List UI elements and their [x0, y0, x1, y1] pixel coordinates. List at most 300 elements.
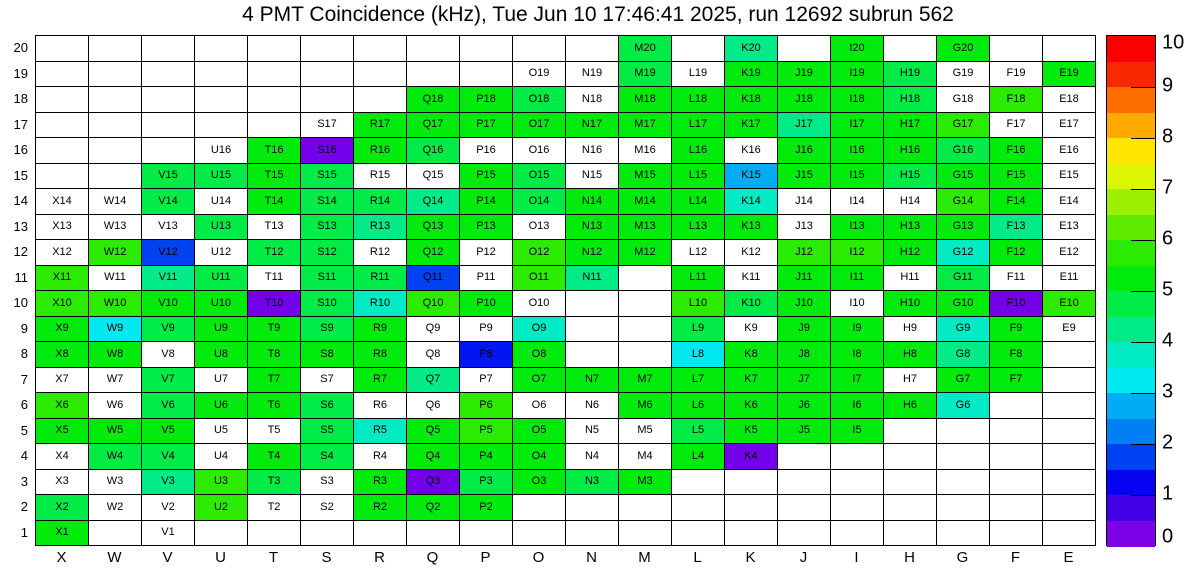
grid-cell-M17: M17: [618, 112, 672, 139]
grid-cell-empty: [830, 443, 884, 470]
x-tick-label: L: [693, 549, 702, 566]
grid-cell-S16: S16: [300, 137, 354, 164]
grid-cell-J13: J13: [777, 214, 831, 241]
x-tick-label: J: [799, 549, 808, 566]
grid-cell-empty: [671, 469, 725, 496]
grid-cell-O17: O17: [512, 112, 566, 139]
grid-cell-empty: [35, 86, 89, 113]
grid-cell-G19: G19: [936, 61, 990, 88]
grid-cell-V9: V9: [141, 316, 195, 343]
grid-cell-empty: [247, 86, 301, 113]
grid-cell-S11: S11: [300, 265, 354, 292]
grid-cell-S10: S10: [300, 290, 354, 317]
x-tick-label: M: [638, 549, 651, 566]
grid-cell-P11: P11: [459, 265, 513, 292]
grid-cell-empty: [512, 35, 566, 62]
grid-cell-H6: H6: [883, 392, 937, 419]
grid-cell-L8: L8: [671, 341, 725, 368]
grid-cell-R9: R9: [353, 316, 407, 343]
grid-cell-empty: [35, 163, 89, 190]
grid-cell-F19: F19: [989, 61, 1043, 88]
grid-cell-I20: I20: [830, 35, 884, 62]
grid-cell-Q15: Q15: [406, 163, 460, 190]
grid-cell-R6: R6: [353, 392, 407, 419]
plot-title: 4 PMT Coincidence (kHz), Tue Jun 10 17:46:41 2025, run 12692 subrun 562: [242, 3, 954, 26]
grid-cell-M3: M3: [618, 469, 672, 496]
colorbar-tick: [1131, 240, 1155, 241]
grid-cell-empty: [88, 86, 142, 113]
colorbar-tick-label: 3: [1162, 380, 1174, 403]
grid-cell-V6: V6: [141, 392, 195, 419]
grid-cell-X1: X1: [35, 520, 89, 547]
grid-cell-X2: X2: [35, 494, 89, 521]
grid-cell-L16: L16: [671, 137, 725, 164]
grid-cell-E18: E18: [1042, 86, 1096, 113]
grid-cell-W3: W3: [88, 469, 142, 496]
grid-cell-empty: [1042, 520, 1096, 547]
x-tick-label: K: [745, 549, 756, 566]
grid-cell-F16: F16: [989, 137, 1043, 164]
grid-cell-empty: [35, 112, 89, 139]
grid-cell-R4: R4: [353, 443, 407, 470]
grid-cell-N11: N11: [565, 265, 619, 292]
grid-cell-J7: J7: [777, 367, 831, 394]
grid-cell-empty: [565, 341, 619, 368]
grid-cell-W8: W8: [88, 341, 142, 368]
grid-cell-J9: J9: [777, 316, 831, 343]
grid-cell-T14: T14: [247, 188, 301, 215]
grid-cell-Q6: Q6: [406, 392, 460, 419]
grid-cell-Q14: Q14: [406, 188, 460, 215]
grid-cell-G17: G17: [936, 112, 990, 139]
x-tick-label: N: [586, 549, 597, 566]
grid-cell-Q13: Q13: [406, 214, 460, 241]
y-tick-label: 15: [13, 167, 28, 183]
grid-cell-J19: J19: [777, 61, 831, 88]
grid-cell-I18: I18: [830, 86, 884, 113]
grid-cell-G18: G18: [936, 86, 990, 113]
y-tick-label: 3: [20, 473, 28, 489]
grid-cell-P7: P7: [459, 367, 513, 394]
grid-cell-S2: S2: [300, 494, 354, 521]
grid-cell-W9: W9: [88, 316, 142, 343]
grid-cell-G12: G12: [936, 239, 990, 266]
grid-cell-Q10: Q10: [406, 290, 460, 317]
grid-cell-P5: P5: [459, 418, 513, 445]
grid-cell-L10: L10: [671, 290, 725, 317]
grid-cell-O9: O9: [512, 316, 566, 343]
grid-cell-X8: X8: [35, 341, 89, 368]
grid-cell-R10: R10: [353, 290, 407, 317]
grid-cell-H14: H14: [883, 188, 937, 215]
grid-cell-M19: M19: [618, 61, 672, 88]
y-tick-label: 2: [20, 499, 28, 515]
grid-cell-L5: L5: [671, 418, 725, 445]
grid-cell-S14: S14: [300, 188, 354, 215]
grid-cell-empty: [936, 520, 990, 547]
y-tick-label: 5: [20, 422, 28, 438]
x-tick-label: G: [956, 549, 969, 566]
grid-cell-I13: I13: [830, 214, 884, 241]
grid-cell-U15: U15: [194, 163, 248, 190]
grid-cell-empty: [989, 392, 1043, 419]
grid-cell-U13: U13: [194, 214, 248, 241]
grid-cell-H15: H15: [883, 163, 937, 190]
grid-cell-K18: K18: [724, 86, 778, 113]
grid-cell-empty: [247, 112, 301, 139]
grid-cell-K7: K7: [724, 367, 778, 394]
grid-cell-T10: T10: [247, 290, 301, 317]
grid-cell-empty: [1042, 469, 1096, 496]
x-tick-label: R: [374, 549, 385, 566]
grid-cell-empty: [936, 418, 990, 445]
grid-cell-X7: X7: [35, 367, 89, 394]
x-tick-label: S: [321, 549, 332, 566]
colorbar-band: [1107, 62, 1155, 88]
grid-cell-F12: F12: [989, 239, 1043, 266]
grid-cell-I16: I16: [830, 137, 884, 164]
grid-cell-empty: [1042, 341, 1096, 368]
grid-cell-W5: W5: [88, 418, 142, 445]
grid-cell-M14: M14: [618, 188, 672, 215]
y-tick-label: 6: [20, 397, 28, 413]
grid-cell-X9: X9: [35, 316, 89, 343]
colorbar-tick-label: 1: [1162, 482, 1174, 505]
grid-cell-Q18: Q18: [406, 86, 460, 113]
grid-cell-empty: [35, 137, 89, 164]
grid-cell-N19: N19: [565, 61, 619, 88]
grid-cell-R17: R17: [353, 112, 407, 139]
grid-cell-J8: J8: [777, 341, 831, 368]
grid-cell-U14: U14: [194, 188, 248, 215]
grid-cell-R8: R8: [353, 341, 407, 368]
colorbar-band: [1107, 342, 1155, 368]
grid-cell-L4: L4: [671, 443, 725, 470]
grid-cell-W13: W13: [88, 214, 142, 241]
grid-cell-H8: H8: [883, 341, 937, 368]
grid-cell-J5: J5: [777, 418, 831, 445]
grid-cell-R14: R14: [353, 188, 407, 215]
colorbar-band: [1107, 164, 1155, 190]
grid-cell-empty: [1042, 367, 1096, 394]
grid-cell-M13: M13: [618, 214, 672, 241]
grid-cell-K10: K10: [724, 290, 778, 317]
y-tick-label: 20: [13, 40, 28, 56]
grid-cell-W2: W2: [88, 494, 142, 521]
grid-cell-N6: N6: [565, 392, 619, 419]
grid-cell-G9: G9: [936, 316, 990, 343]
grid-cell-empty: [777, 494, 831, 521]
grid-cell-P10: P10: [459, 290, 513, 317]
colorbar-tick: [1131, 87, 1155, 88]
grid-cell-V5: V5: [141, 418, 195, 445]
grid-cell-N3: N3: [565, 469, 619, 496]
grid-cell-E10: E10: [1042, 290, 1096, 317]
grid-cell-V12: V12: [141, 239, 195, 266]
grid-cell-empty: [141, 61, 195, 88]
grid-cell-W7: W7: [88, 367, 142, 394]
grid-cell-empty: [353, 35, 407, 62]
colorbar-tick-label: 8: [1162, 125, 1174, 148]
grid-cell-Q17: Q17: [406, 112, 460, 139]
grid-cell-G7: G7: [936, 367, 990, 394]
grid-cell-I9: I9: [830, 316, 884, 343]
grid-cell-U2: U2: [194, 494, 248, 521]
grid-cell-W14: W14: [88, 188, 142, 215]
grid-cell-T4: T4: [247, 443, 301, 470]
grid-cell-W12: W12: [88, 239, 142, 266]
grid-cell-S3: S3: [300, 469, 354, 496]
y-tick-label: 11: [14, 269, 28, 285]
x-tick-label: O: [532, 549, 545, 566]
grid-cell-P16: P16: [459, 137, 513, 164]
colorbar-tick-label: 6: [1162, 227, 1174, 250]
grid-cell-empty: [989, 520, 1043, 547]
grid-cell-T15: T15: [247, 163, 301, 190]
grid-cell-Q7: Q7: [406, 367, 460, 394]
grid-cell-empty: [618, 316, 672, 343]
grid-cell-M16: M16: [618, 137, 672, 164]
grid-cell-I15: I15: [830, 163, 884, 190]
grid-cell-N18: N18: [565, 86, 619, 113]
y-tick-label: 18: [13, 91, 28, 107]
grid-cell-F10: F10: [989, 290, 1043, 317]
grid-cell-empty: [406, 35, 460, 62]
grid-cell-V2: V2: [141, 494, 195, 521]
grid-cell-I7: I7: [830, 367, 884, 394]
grid-cell-empty: [406, 520, 460, 547]
grid-cell-empty: [618, 494, 672, 521]
grid-cell-T12: T12: [247, 239, 301, 266]
grid-cell-empty: [883, 418, 937, 445]
grid-cell-P15: P15: [459, 163, 513, 190]
grid-cell-X14: X14: [35, 188, 89, 215]
grid-cell-T13: T13: [247, 214, 301, 241]
grid-cell-empty: [936, 494, 990, 521]
grid-cell-R16: R16: [353, 137, 407, 164]
grid-cell-E12: E12: [1042, 239, 1096, 266]
grid-cell-empty: [724, 494, 778, 521]
grid-cell-Q3: Q3: [406, 469, 460, 496]
grid-cell-J15: J15: [777, 163, 831, 190]
grid-cell-M20: M20: [618, 35, 672, 62]
grid-cell-V4: V4: [141, 443, 195, 470]
grid-cell-empty: [830, 494, 884, 521]
grid-cell-P14: P14: [459, 188, 513, 215]
grid-cell-N4: N4: [565, 443, 619, 470]
grid-cell-empty: [1042, 392, 1096, 419]
grid-cell-L9: L9: [671, 316, 725, 343]
grid-cell-H12: H12: [883, 239, 937, 266]
grid-cell-Q5: Q5: [406, 418, 460, 445]
grid-cell-empty: [618, 520, 672, 547]
grid-cell-E9: E9: [1042, 316, 1096, 343]
grid-cell-F11: F11: [989, 265, 1043, 292]
grid-cell-empty: [989, 443, 1043, 470]
grid-cell-G6: G6: [936, 392, 990, 419]
x-tick-label: Q: [426, 549, 439, 566]
grid-cell-M6: M6: [618, 392, 672, 419]
grid-cell-empty: [459, 61, 513, 88]
grid-cell-empty: [1042, 443, 1096, 470]
grid-cell-P4: P4: [459, 443, 513, 470]
grid-cell-empty: [565, 494, 619, 521]
grid-cell-empty: [671, 494, 725, 521]
grid-cell-S13: S13: [300, 214, 354, 241]
grid-cell-R12: R12: [353, 239, 407, 266]
grid-cell-P9: P9: [459, 316, 513, 343]
colorbar-band: [1107, 419, 1155, 445]
grid-cell-empty: [724, 520, 778, 547]
grid-cell-H16: H16: [883, 137, 937, 164]
grid-cell-X10: X10: [35, 290, 89, 317]
grid-cell-O8: O8: [512, 341, 566, 368]
colorbar-band: [1107, 240, 1155, 266]
grid-cell-R15: R15: [353, 163, 407, 190]
grid-cell-K6: K6: [724, 392, 778, 419]
grid-cell-empty: [830, 469, 884, 496]
grid-cell-F14: F14: [989, 188, 1043, 215]
y-tick-label: 7: [20, 371, 28, 387]
grid-cell-R7: R7: [353, 367, 407, 394]
grid-cell-U10: U10: [194, 290, 248, 317]
colorbar-tick: [1131, 342, 1155, 343]
grid-cell-X3: X3: [35, 469, 89, 496]
grid-cell-O11: O11: [512, 265, 566, 292]
grid-cell-empty: [565, 316, 619, 343]
colorbar-band: [1107, 189, 1155, 215]
grid-cell-H17: H17: [883, 112, 937, 139]
grid-cell-U8: U8: [194, 341, 248, 368]
grid-cell-F13: F13: [989, 214, 1043, 241]
colorbar-band: [1107, 291, 1155, 317]
grid-cell-J12: J12: [777, 239, 831, 266]
x-tick-label: H: [904, 549, 915, 566]
colorbar-tick: [1131, 291, 1155, 292]
grid-cell-S15: S15: [300, 163, 354, 190]
grid-cell-O5: O5: [512, 418, 566, 445]
grid-cell-L11: L11: [671, 265, 725, 292]
grid-cell-P3: P3: [459, 469, 513, 496]
y-tick-label: 19: [13, 65, 28, 81]
grid-cell-S8: S8: [300, 341, 354, 368]
grid-cell-V14: V14: [141, 188, 195, 215]
colorbar-tick-label: 7: [1162, 176, 1174, 199]
grid-cell-empty: [724, 469, 778, 496]
grid-cell-Q8: Q8: [406, 341, 460, 368]
grid-cell-O14: O14: [512, 188, 566, 215]
grid-cell-G16: G16: [936, 137, 990, 164]
grid-cell-empty: [353, 61, 407, 88]
grid-cell-M5: M5: [618, 418, 672, 445]
grid-cell-F8: F8: [989, 341, 1043, 368]
grid-cell-T3: T3: [247, 469, 301, 496]
grid-cell-U9: U9: [194, 316, 248, 343]
grid-cell-empty: [512, 520, 566, 547]
grid-cell-empty: [883, 443, 937, 470]
grid-cell-G8: G8: [936, 341, 990, 368]
grid-cell-O6: O6: [512, 392, 566, 419]
grid-cell-H10: H10: [883, 290, 937, 317]
colorbar: [1106, 35, 1156, 546]
grid-cell-I14: I14: [830, 188, 884, 215]
grid-cell-U16: U16: [194, 137, 248, 164]
y-tick-label: 4: [20, 448, 28, 464]
grid-cell-S4: S4: [300, 443, 354, 470]
colorbar-band: [1107, 521, 1155, 547]
grid-cell-empty: [406, 61, 460, 88]
grid-cell-I11: I11: [830, 265, 884, 292]
grid-cell-K9: K9: [724, 316, 778, 343]
grid-cell-U11: U11: [194, 265, 248, 292]
grid-cell-P6: P6: [459, 392, 513, 419]
grid-cell-R3: R3: [353, 469, 407, 496]
colorbar-band: [1107, 317, 1155, 343]
grid-cell-F17: F17: [989, 112, 1043, 139]
colorbar-band: [1107, 393, 1155, 419]
grid-cell-V10: V10: [141, 290, 195, 317]
grid-cell-empty: [777, 443, 831, 470]
grid-cell-X13: X13: [35, 214, 89, 241]
grid-cell-P13: P13: [459, 214, 513, 241]
grid-cell-L12: L12: [671, 239, 725, 266]
grid-cell-I5: I5: [830, 418, 884, 445]
grid-cell-empty: [565, 520, 619, 547]
grid-cell-empty: [512, 494, 566, 521]
grid-cell-K14: K14: [724, 188, 778, 215]
colorbar-band: [1107, 138, 1155, 164]
grid-cell-H7: H7: [883, 367, 937, 394]
x-tick-label: X: [56, 549, 67, 566]
grid-cell-U3: U3: [194, 469, 248, 496]
grid-cell-M18: M18: [618, 86, 672, 113]
grid-cell-T11: T11: [247, 265, 301, 292]
grid-cell-empty: [88, 137, 142, 164]
x-tick-label: U: [215, 549, 226, 566]
y-tick-label: 10: [13, 295, 28, 311]
grid-cell-J18: J18: [777, 86, 831, 113]
grid-cell-O16: O16: [512, 137, 566, 164]
grid-cell-empty: [1042, 494, 1096, 521]
grid-cell-F15: F15: [989, 163, 1043, 190]
grid-cell-N14: N14: [565, 188, 619, 215]
grid-cell-empty: [247, 61, 301, 88]
grid-cell-empty: [936, 469, 990, 496]
grid-cell-K15: K15: [724, 163, 778, 190]
grid-cell-W10: W10: [88, 290, 142, 317]
colorbar-tick-label: 2: [1162, 431, 1174, 454]
grid-cell-Q12: Q12: [406, 239, 460, 266]
grid-cell-K11: K11: [724, 265, 778, 292]
grid-cell-empty: [194, 112, 248, 139]
grid-cell-K20: K20: [724, 35, 778, 62]
grid-cell-V1: V1: [141, 520, 195, 547]
grid-cell-empty: [883, 494, 937, 521]
grid-cell-X5: X5: [35, 418, 89, 445]
grid-cell-empty: [88, 163, 142, 190]
grid-cell-T6: T6: [247, 392, 301, 419]
grid-cell-empty: [194, 35, 248, 62]
grid-cell-W6: W6: [88, 392, 142, 419]
grid-cell-T8: T8: [247, 341, 301, 368]
grid-cell-E15: E15: [1042, 163, 1096, 190]
x-tick-label: P: [480, 549, 491, 566]
y-tick-label: 17: [13, 116, 28, 132]
colorbar-tick: [1131, 189, 1155, 190]
grid-cell-empty: [88, 520, 142, 547]
grid-cell-K5: K5: [724, 418, 778, 445]
grid-cell-G10: G10: [936, 290, 990, 317]
